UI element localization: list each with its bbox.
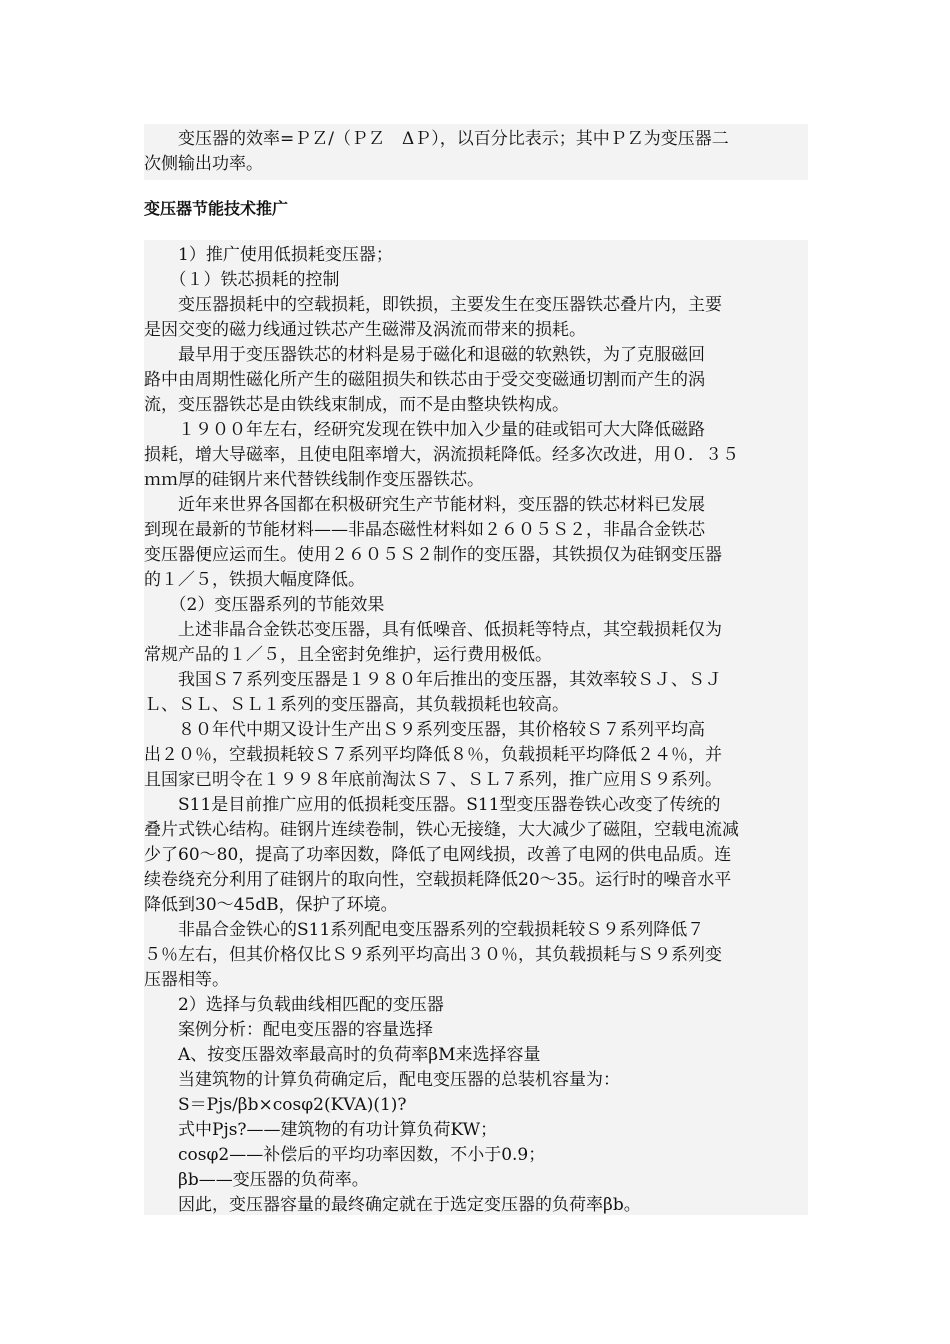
body-line: cosφ2——补偿后的平均功率因数，不小于0.9；: [144, 1145, 546, 1165]
body-line: Ｌ、ＳＬ、ＳＬ１系列的变压器高，其负载损耗也较高。: [144, 695, 569, 715]
body-line: βb——变压器的负荷率。: [144, 1170, 369, 1190]
body-line: ｍｍ厚的硅钢片来代替铁线制作变压器铁芯。: [144, 470, 484, 490]
body-line: １９００年左右，经研究发现在铁中加入少量的硅或铝可大大降低磁路: [144, 420, 705, 440]
intro-line: 变压器的效率=ＰＺ/（ＰＺ ΔＰ），以百分比表示；其中ＰＺ为变压器二: [144, 129, 729, 149]
body-line: A、按变压器效率最高时的负荷率βM来选择容量: [144, 1045, 541, 1065]
body-line: 变压器损耗中的空载损耗，即铁损，主要发生在变压器铁芯叠片内，主要: [144, 295, 722, 315]
body-line: 近年来世界各国都在积极研究生产节能材料，变压器的铁芯材料已发展: [144, 495, 705, 515]
body-line: S＝Pjs/βb×cosφ2(KVA)(1)?: [144, 1095, 407, 1115]
body-line: ８０年代中期又设计生产出Ｓ９系列变压器，其价格较Ｓ７系列平均高: [144, 720, 705, 740]
body-line: S11是目前推广应用的低损耗变压器。S11型变压器卷铁心改变了传统的: [144, 795, 721, 815]
body-line: 1）推广使用低损耗变压器；: [144, 245, 393, 265]
body-line: 流，变压器铁芯是由铁线束制成，而不是由整块铁构成。: [144, 395, 569, 415]
body-text-block: [144, 240, 808, 1215]
body-line: （１）铁芯损耗的控制: [144, 270, 340, 290]
body-line: 当建筑物的计算负荷确定后，配电变压器的总装机容量为：: [144, 1070, 620, 1090]
body-line: 少了60～80，提高了功率因数，降低了电网线损，改善了电网的供电品质。连: [144, 845, 732, 865]
section-heading: 变压器节能技术推广: [144, 199, 289, 218]
body-line: 续卷绕充分利用了硅钢片的取向性，空载损耗降低20～35。运行时的噪音水平: [144, 870, 732, 890]
intro-paragraph-block: [144, 124, 808, 180]
body-line: 损耗，增大导磁率，且使电阻率增大，涡流损耗降低。经多次改进，用０．３５: [144, 445, 739, 465]
body-line: 最早用于变压器铁芯的材料是易于磁化和退磁的软熟铁，为了克服磁回: [144, 345, 705, 365]
body-line: 上述非晶合金铁芯变压器，具有低噪音、低损耗等特点，其空载损耗仅为: [144, 620, 722, 640]
body-line: 压器相等。: [144, 970, 229, 990]
body-line: 案例分析：配电变压器的容量选择: [144, 1020, 433, 1040]
body-line: 降低到30～45dB，保护了环境。: [144, 895, 398, 915]
body-line: 式中Pjs?——建筑物的有功计算负荷KW；: [144, 1120, 498, 1140]
body-line: 我国Ｓ７系列变压器是１９８０年后推出的变压器，其效率较ＳＪ、ＳＪ: [144, 670, 722, 690]
body-line: 的１／５，铁损大幅度降低。: [144, 570, 365, 590]
body-line: 2）选择与负载曲线相匹配的变压器: [144, 995, 444, 1015]
body-line: 且国家已明令在１９９８年底前淘汰Ｓ７、ＳＬ７系列，推广应用Ｓ９系列。: [144, 770, 722, 790]
body-line: 到现在最新的节能材料——非晶态磁性材料如２６０５Ｓ２，非晶合金铁芯: [144, 520, 705, 540]
body-line: 路中由周期性磁化所产生的磁阻损失和铁芯由于受交变磁通切割而产生的涡: [144, 370, 705, 390]
body-line: （2）变压器系列的节能效果: [144, 595, 385, 615]
body-line: 是因交变的磁力线通过铁芯产生磁滞及涡流而带来的损耗。: [144, 320, 586, 340]
body-line: 常规产品的１／５，且全密封免维护，运行费用极低。: [144, 645, 552, 665]
body-line: 叠片式铁心结构。硅钢片连续卷制，铁心无接缝，大大减少了磁阻，空载电流减: [144, 820, 739, 840]
body-line: 出２０％，空载损耗较Ｓ７系列平均降低８％，负载损耗平均降低２４％，并: [144, 745, 722, 765]
intro-line: 次侧输出功率。: [144, 154, 263, 174]
body-line: ５％左右，但其价格仅比Ｓ９系列平均高出３０％，其负载损耗与Ｓ９系列变: [144, 945, 722, 965]
body-line: 因此，变压器容量的最终确定就在于选定变压器的负荷率βb。: [144, 1195, 641, 1215]
body-line: 变压器便应运而生。使用２６０５Ｓ２制作的变压器，其铁损仅为硅钢变压器: [144, 545, 722, 565]
body-line: 非晶合金铁心的S11系列配电变压器系列的空载损耗较Ｓ９系列降低７: [144, 920, 705, 940]
